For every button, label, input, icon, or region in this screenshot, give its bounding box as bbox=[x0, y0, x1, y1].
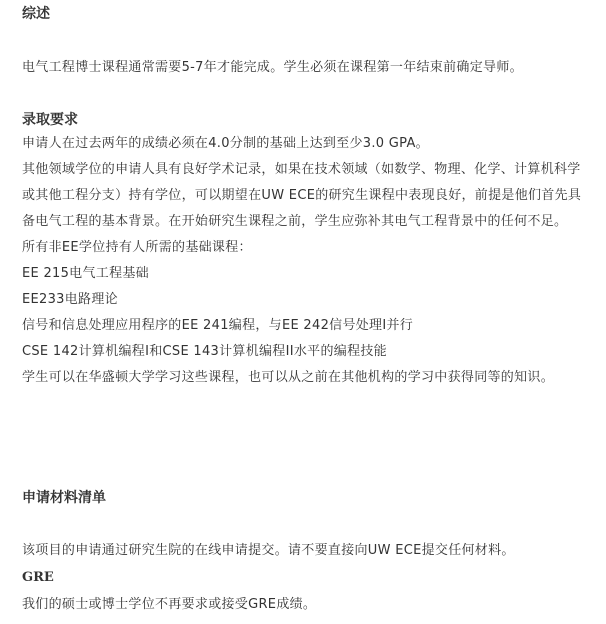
course-item: EE 215电气工程基础 bbox=[22, 266, 149, 281]
course-item: 信号和信息处理应用程序的EE 241编程，与EE 242信号处理I并行 bbox=[22, 318, 414, 333]
gre-subheading: GRE bbox=[22, 570, 54, 585]
admission-section bbox=[22, 131, 582, 391]
course-item: CSE 142计算机编程I和CSE 143计算机编程II水平的编程技能 bbox=[22, 344, 387, 359]
overview-heading: 综述 bbox=[22, 6, 50, 22]
course-item: EE233电路理论 bbox=[22, 292, 118, 307]
gre-policy: 我们的硕士或博士学位不再要求或接受GRE成绩。 bbox=[22, 597, 317, 612]
courses-note: 学生可以在华盛顿大学学习这些课程，也可以从之前在其他机构的学习中获得同等的知识。 bbox=[22, 370, 555, 385]
checklist-section bbox=[22, 538, 515, 618]
courses-intro: 所有非EE学位持有人所需的基础课程： bbox=[22, 240, 252, 255]
gpa-requirement: 申请人在过去两年的成绩必须在4.0分制的基础上达到至少3.0 GPA。 bbox=[22, 136, 429, 151]
overview-paragraph: 电气工程博士课程通常需要5-7年才能完成。学生必须在课程第一年结束前确定导师。 bbox=[22, 60, 523, 75]
admission-heading: 录取要求 bbox=[22, 112, 78, 128]
background-requirement: 其他领域学位的申请人具有良好学术记录，如果在技术领域（如数学、物理、化学、计算机科学或其他工程分支）持有学位，可以期望在UW ECE的研究生课程中表现良好，前提是他们首先具备电气工程的基本背景。在开始研究生课程之前，学生应弥补其电气工程背景中的任何不足。 bbox=[22, 162, 582, 229]
checklist-heading: 申请材料清单 bbox=[22, 490, 106, 506]
submission-instructions: 该项目的申请通过研究生院的在线申请提交。请不要直接向UW ECE提交任何材料。 bbox=[22, 543, 515, 558]
